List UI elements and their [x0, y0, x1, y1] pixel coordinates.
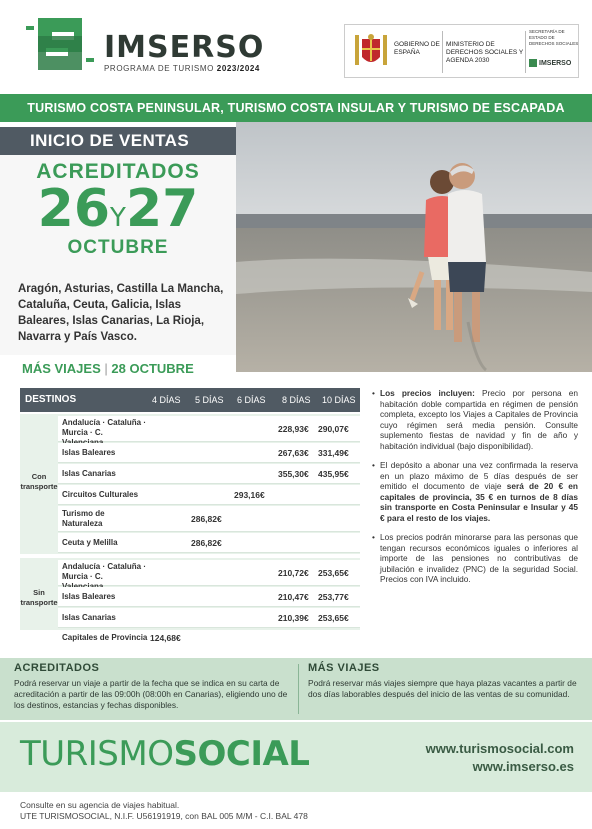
mas-viajes-heading: MÁS VIAJES | 28 OCTUBRE [22, 361, 194, 376]
price-4-days: 124,68€ [150, 633, 181, 643]
destination-name: Ceuta y Melilla [62, 538, 118, 547]
government-logo-box [344, 24, 579, 78]
sale-month: OCTUBRE [67, 237, 169, 258]
column-header: 5 DÍAS [195, 395, 224, 405]
info-mas-viajes [308, 662, 584, 700]
imserso-small-logo: IMSERSO [529, 59, 571, 67]
info-title: MÁS VIAJES [308, 662, 380, 674]
price-8-days: 228,93€ [278, 424, 309, 434]
regions-list: Aragón, Asturias, Castilla La Mancha, Cataluña, Ceuta, Galicia, Islas Baleares, Islas Canarias, La Rioja, Navarra y País Vasco. [18, 283, 224, 343]
couple-beach-photo [236, 122, 592, 372]
price-5-days: 286,82€ [191, 514, 222, 524]
price-8-days: 210,39€ [278, 613, 309, 623]
info-text: Podrá reservar más viajes siempre que haya plazas vacantes a partir de dos días laborables después del inicio de las ventas de su comunidad. [308, 678, 577, 699]
footer [20, 800, 308, 822]
price-8-days: 210,72€ [278, 568, 309, 578]
column-header: 10 DÍAS [322, 395, 356, 405]
price-10-days: 331,49€ [318, 448, 349, 458]
table-row [58, 443, 360, 463]
destination-name: Circuitos Culturales [62, 490, 139, 499]
destination-name: Islas Baleares [62, 592, 116, 601]
gobierno-label: GOBIERNO DE ESPAÑA [394, 41, 440, 56]
website-links [384, 740, 574, 776]
secretaria-label: SECRETARÍA DE ESTADO DE DERECHOS SOCIALES [529, 29, 579, 46]
footer-line: Consulte en su agencia de viajes habitual. [20, 800, 180, 810]
program-subtitle: PROGRAMA DE TURISMO 2023/2024 [104, 64, 260, 73]
table-row [58, 560, 360, 586]
price-10-days: 290,07€ [318, 424, 349, 434]
column-header: 6 DÍAS [237, 395, 266, 405]
turismosocial-link[interactable]: www.turismosocial.com [425, 741, 574, 756]
note-item: • Los precios incluyen: Precio por persona en habitación doble compartida en régimen de pensión completa, excepto los Viajes a Capitales de Provincia cuyo régimen será media pensión. Consulte suplemento fiestas de navidad y fin de año y habitación individual (bajo disponibilidad). [372, 388, 578, 451]
divider [298, 664, 299, 714]
group-label: Sin transporte [20, 588, 58, 607]
price-10-days: 435,95€ [318, 469, 349, 479]
price-10-days: 253,65€ [318, 613, 349, 623]
destination-name: Andalucía · Cataluña · Murcia · C. [62, 562, 147, 581]
inicio-de-ventas-heading: INICIO DE VENTAS [0, 127, 236, 155]
table-row [58, 587, 360, 607]
destination-name: Islas Canarias [62, 469, 116, 478]
note-item: • Los precios podrán minorarse para las personas que tengan recursos económicos iguales o inferiores al importe de las pensiones no contributivas de jubilación e invalidez (PNC) de la seguridad Social. Precios con IVA incluido. [372, 532, 578, 585]
table-row [58, 608, 360, 628]
table-row [58, 416, 360, 442]
table-row [58, 464, 360, 484]
ministerio-label: MINISTERIO DE DERECHOS SOCIALES Y AGENDA 2030 [446, 41, 524, 64]
group-label: Con transporte [20, 472, 58, 491]
destination-name: Capitales de Provincia [62, 633, 148, 642]
price-8-days: 267,63€ [278, 448, 309, 458]
destination-name: Andalucía · Cataluña · Murcia · C. [62, 418, 147, 437]
price-8-days: 210,47€ [278, 592, 309, 602]
day-2: 27 [125, 179, 199, 239]
spain-coat-of-arms-icon [351, 31, 391, 73]
date-conjunction: Y [110, 203, 126, 233]
note-item: • El depósito a abonar una vez confirmada la reserva en un plazo máximo de 5 días después de ser emitido el documento de viaje será de 20 € en capitales de provincia, 35 € en turnos de 8 días sin transporte en Costa Peninsular e Insular y 45 € para el resto de los viajes. [372, 460, 578, 523]
info-title: ACREDITADOS [14, 662, 100, 674]
imserso-link[interactable]: www.imserso.es [472, 759, 574, 774]
imserso-logo-text: IMSERSO [104, 30, 265, 65]
table-header [20, 388, 360, 412]
turismo-social-logo: TURISMOSOCIAL [20, 734, 310, 774]
day-1: 26 [37, 179, 111, 239]
column-header: 8 DÍAS [282, 395, 311, 405]
divider [525, 31, 526, 73]
price-10-days: 253,65€ [318, 568, 349, 578]
table-row [58, 485, 360, 505]
imserso-mark-icon [529, 59, 537, 67]
column-header: 4 DÍAS [152, 395, 181, 405]
column-header: DESTINOS [25, 394, 77, 405]
info-acreditados [14, 662, 292, 711]
info-text: Podrá reservar un viaje a partir de la fecha que se indica en su carta de acreditación a partir de las 09:00h (08:00h en Canarias), eligiendo uno de los destinos, estancias y fechas disponibles. [14, 678, 288, 710]
divider [442, 31, 443, 73]
acreditados-title: ACREDITADOS [36, 160, 200, 183]
header [0, 0, 592, 92]
footer-legal: UTE TURISMOSOCIAL, N.I.F. U56191919, con BAL 005 M/M - C.I. BAL 478 [20, 811, 308, 821]
price-5-days: 286,82€ [191, 538, 222, 548]
destination-name: Islas Baleares [62, 448, 116, 457]
conditions-notes [372, 388, 578, 594]
price-6-days: 293,16€ [234, 490, 265, 500]
price-8-days: 355,30€ [278, 469, 309, 479]
table-row [58, 506, 360, 532]
destination-name: Turismo de Naturaleza [62, 509, 105, 528]
imserso-logo-icon [24, 12, 96, 76]
program-banner: TURISMO COSTA PENINSULAR, TURISMO COSTA INSULAR Y TURISMO DE ESCAPADA [0, 94, 592, 122]
table-row [58, 628, 360, 648]
destination-name: Islas Canarias [62, 613, 116, 622]
price-10-days: 253,77€ [318, 592, 349, 602]
table-row [58, 533, 360, 553]
